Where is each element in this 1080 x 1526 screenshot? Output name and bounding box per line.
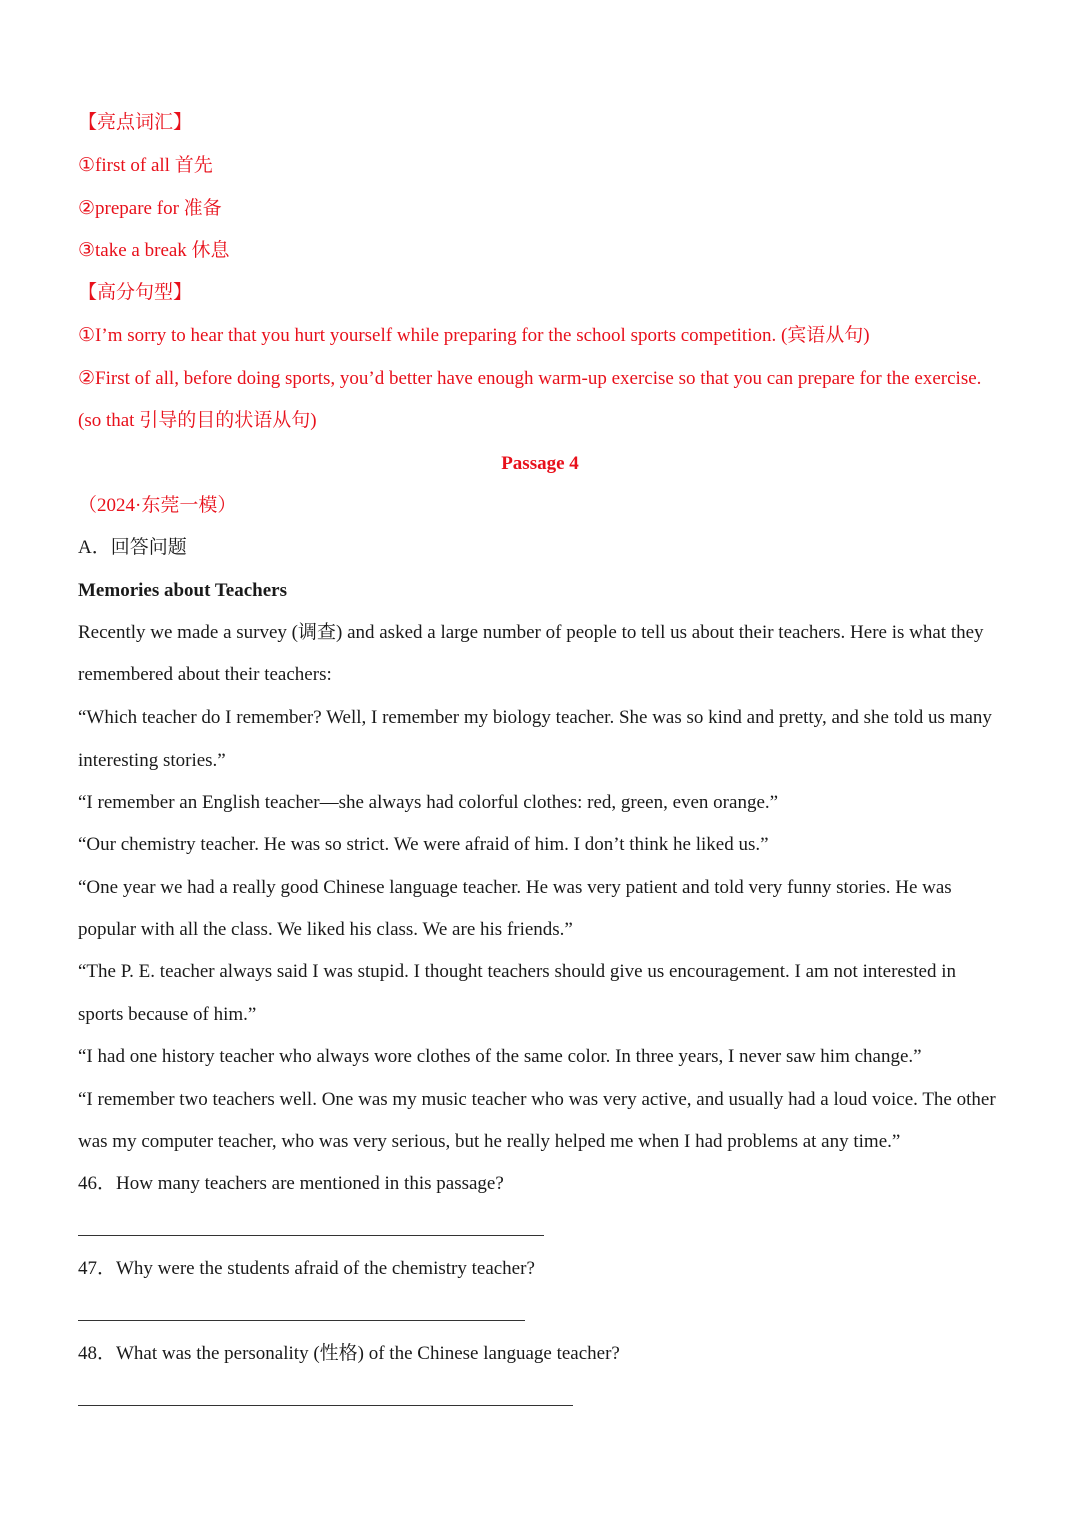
passage-line: “I had one history teacher who always wore clothes of the same color. In three years, I never saw him change.”: [78, 1046, 922, 1067]
vocab-item: ①first of all 首先: [78, 155, 213, 176]
passage-source: （2024·东莞一模）: [78, 495, 237, 516]
passage-title: Passage 4: [501, 453, 579, 474]
passage-line: was my computer teacher, who was very serious, but he really helped me when I had problems at any time.”: [78, 1131, 901, 1152]
answer-line-47[interactable]: [78, 1320, 525, 1321]
passage-heading: Memories about Teachers: [78, 580, 287, 601]
question-48: 48．What was the personality (性格) of the Chinese language teacher?: [78, 1343, 620, 1364]
section-label: A．回答问题: [78, 537, 187, 558]
passage-line: Recently we made a survey (调查) and asked a large number of people to tell us about their teachers. Here is what they: [78, 622, 984, 643]
passage-line: sports because of him.”: [78, 1004, 257, 1025]
passage-line: “The P. E. teacher always said I was stupid. I thought teachers should give us encouragement. I am not interested in: [78, 961, 956, 982]
answer-line-48[interactable]: [78, 1405, 573, 1406]
sentence-note: (so that 引导的目的状语从句): [78, 410, 317, 431]
sentence-item: ①I’m sorry to hear that you hurt yourself while preparing for the school sports competition. (宾语从句): [78, 325, 870, 346]
question-46: 46．How many teachers are mentioned in this passage?: [78, 1173, 504, 1194]
passage-line: “One year we had a really good Chinese language teacher. He was very patient and told very funny stories. He was: [78, 877, 952, 898]
passage-line: remembered about their teachers:: [78, 664, 332, 685]
answer-line-46[interactable]: [78, 1235, 544, 1236]
passage-line: “I remember two teachers well. One was my music teacher who was very active, and usually had a loud voice. The other: [78, 1089, 996, 1110]
passage-line: interesting stories.”: [78, 750, 226, 771]
vocab-item: ②prepare for 准备: [78, 198, 222, 219]
question-47: 47．Why were the students afraid of the chemistry teacher?: [78, 1258, 535, 1279]
passage-line: “Our chemistry teacher. He was so strict. We were afraid of him. I don’t think he liked us.”: [78, 834, 769, 855]
sentence-item: ②First of all, before doing sports, you’d better have enough warm-up exercise so that you can prepare for the exercise.: [78, 368, 982, 389]
sentences-heading: 【高分句型】: [78, 282, 193, 303]
passage-line: “I remember an English teacher—she always had colorful clothes: red, green, even orange.”: [78, 792, 779, 813]
passage-line: popular with all the class. We liked his class. We are his friends.”: [78, 919, 573, 940]
vocab-item: ③take a break 休息: [78, 240, 230, 261]
vocab-heading: 【亮点词汇】: [78, 112, 193, 133]
passage-line: “Which teacher do I remember? Well, I remember my biology teacher. She was so kind and pretty, and she told us many: [78, 707, 992, 728]
